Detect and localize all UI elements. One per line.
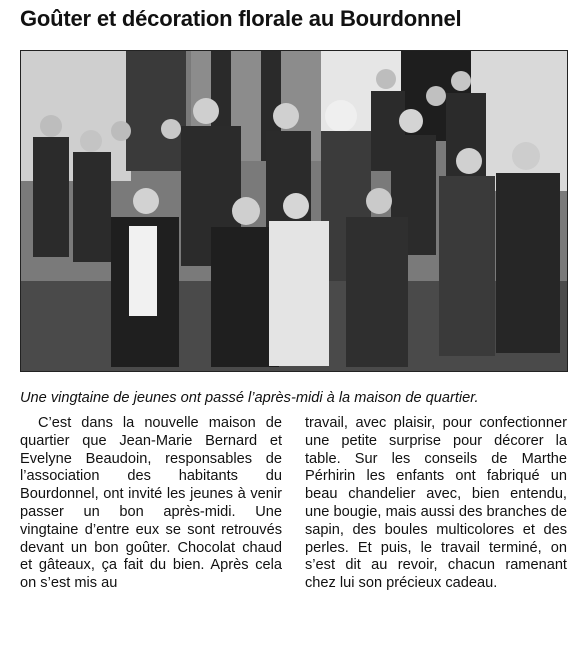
photo-caption: Une vingtaine de jeunes ont passé l’après-midi à la maison de quartier. — [20, 390, 479, 406]
group-photo — [20, 50, 568, 372]
article-body-column-left: C’est dans la nouvelle maison de quartier que Jean-Marie Bernard et Evelyne Beaudoin, responsables de l’association des habitants du Bourdonnel, ont invité les jeunes à venir passer un bon après-midi. Une vingtaine d’entre eux se sont retrouvés devant un bon goûter. Chocolat chaud et gâteaux, ça fait du bien. Après cela on s’est mis au — [20, 415, 282, 592]
article-headline: Goûter et décoration florale au Bourdonnel — [20, 6, 462, 31]
article-body-column-right: travail, avec plaisir, pour confectionner une petite surprise pour décorer la table. Sur les conseils de Marthe Pérhirin les enfants ont fabriqué un beau chandelier avec, bien entendu, une bougie, mais aussi des branches de sapin, des boules multicolores et des perles. Et puis, le travail terminé, on s’est dit au revoir, chacun ramenant chez lui son précieux cadeau. — [305, 415, 567, 592]
